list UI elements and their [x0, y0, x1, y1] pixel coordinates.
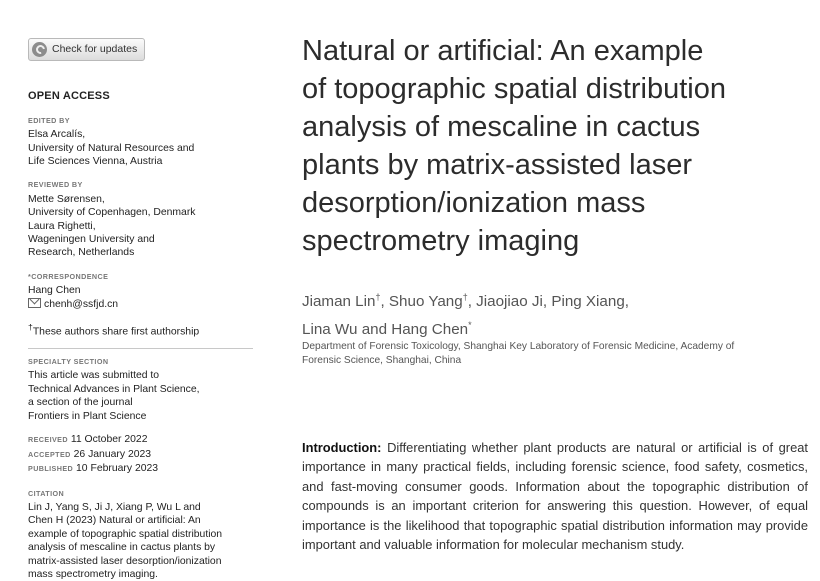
author-conjunction: and: [362, 321, 387, 338]
authorship-note-text: These authors share first authorship: [33, 327, 199, 338]
refresh-icon: [32, 42, 47, 57]
received-date-row: [28, 433, 253, 448]
citation-line: matrix-assisted laser desorption/ionization: [28, 555, 253, 568]
specialty-line: Frontiers in Plant Science: [28, 410, 253, 423]
accepted-date-row: [28, 448, 253, 463]
title-line: plants by matrix-assisted laser: [302, 146, 817, 184]
editor-line: University of Natural Resources and: [28, 142, 253, 155]
reviewer-line: Laura Righetti,: [28, 220, 253, 233]
affiliation-line: Department of Forensic Toxicology, Shanghai Key Laboratory of Forensic Medicine, Academy of: [302, 340, 782, 354]
specialty-line: Technical Advances in Plant Science,: [28, 383, 253, 396]
reviewed-by-label: REVIEWED BY: [28, 178, 253, 191]
divider: [28, 348, 253, 349]
abstract-paragraph: [302, 438, 808, 554]
dagger-mark: †: [28, 322, 33, 332]
citation-line: example of topographic spatial distribution: [28, 528, 253, 541]
author-list: [302, 286, 812, 341]
author-name[interactable]: Hang Chen: [391, 321, 468, 338]
title-line: Natural or artificial: An example: [302, 32, 817, 70]
article-sidebar: [28, 38, 253, 581]
correspondence-label: *CORRESPONDENCE: [28, 270, 253, 283]
reviewer-line: University of Copenhagen, Denmark: [28, 206, 253, 219]
editor-line: Life Sciences Vienna, Austria: [28, 155, 253, 168]
affiliation-line: Forensic Science, Shanghai, China: [302, 354, 782, 368]
correspondence-section: [28, 270, 253, 311]
published-date-row: [28, 462, 253, 477]
authorship-note: [28, 321, 253, 339]
edited-by-label: EDITED BY: [28, 114, 253, 127]
author-name[interactable]: Shuo Yang: [389, 293, 463, 310]
check-for-updates-label: Check for updates: [52, 43, 137, 56]
citation-section: [28, 487, 253, 581]
author-line: Jiaman Lin†, Shuo Yang†, Jiaojiao Ji, Ping Xiang,: [302, 286, 812, 314]
correspondence-email-row[interactable]: [28, 298, 253, 311]
dagger-mark: †: [375, 292, 380, 302]
dates-section: [28, 433, 253, 477]
citation-line: mass spectrometry imaging.: [28, 568, 253, 581]
received-label: RECEIVED: [28, 435, 68, 444]
specialty-line: a section of the journal: [28, 396, 253, 409]
open-access-label: OPEN ACCESS: [28, 90, 253, 103]
accepted-date: 26 January 2023: [74, 449, 151, 460]
reviewed-by-section: [28, 178, 253, 259]
title-line: analysis of mescaline in cactus: [302, 108, 817, 146]
abstract-heading: Introduction:: [302, 440, 381, 455]
abstract-text: Differentiating whether plant products are natural or artificial is of great importance in many practical fields, including forensic science, food safety, cosmetics, and fast-moving consumer goods. Information about the topographic distribution of compounds is an important criterion for answering this question. However, of equal importance is the likelihood that topographic spatial distribution information may provide important and valuable information for molecular mechanism study.: [302, 440, 808, 552]
accepted-label: ACCEPTED: [28, 450, 71, 459]
published-date: 10 February 2023: [76, 463, 158, 474]
reviewer-line: Mette Sørensen,: [28, 193, 253, 206]
article-title: [302, 32, 817, 260]
author-name[interactable]: Jiaman Lin: [302, 293, 375, 310]
corresponding-mark: *: [468, 320, 472, 330]
title-line: of topographic spatial distribution: [302, 70, 817, 108]
citation-line: Lin J, Yang S, Ji J, Xiang P, Wu L and: [28, 501, 253, 514]
author-name[interactable]: Ping Xiang: [551, 293, 624, 310]
title-line: spectrometry imaging: [302, 222, 817, 260]
specialty-section-label: SPECIALTY SECTION: [28, 355, 253, 368]
editor-line: Elsa Arcalís,: [28, 128, 253, 141]
citation-label: CITATION: [28, 487, 253, 500]
reviewer-line: Research, Netherlands: [28, 246, 253, 259]
specialty-line: This article was submitted to: [28, 369, 253, 382]
edited-by-section: [28, 114, 253, 169]
citation-line: analysis of mescaline in cactus plants by: [28, 541, 253, 554]
author-line: [302, 314, 812, 342]
check-for-updates-button[interactable]: [28, 38, 145, 61]
affiliation: [302, 340, 782, 368]
correspondence-name: Hang Chen: [28, 284, 253, 297]
specialty-section: [28, 355, 253, 423]
dagger-mark: †: [463, 292, 468, 302]
correspondence-email[interactable]: chenh@ssfjd.cn: [44, 299, 118, 310]
published-label: PUBLISHED: [28, 464, 73, 473]
reviewer-line: Wageningen University and: [28, 233, 253, 246]
author-name[interactable]: Jiaojiao Ji: [476, 293, 543, 310]
mail-icon: [28, 298, 41, 308]
received-date: 11 October 2022: [71, 434, 148, 445]
citation-line: Chen H (2023) Natural or artificial: An: [28, 514, 253, 527]
title-line: desorption/ionization mass: [302, 184, 817, 222]
author-name[interactable]: Lina Wu: [302, 321, 357, 338]
